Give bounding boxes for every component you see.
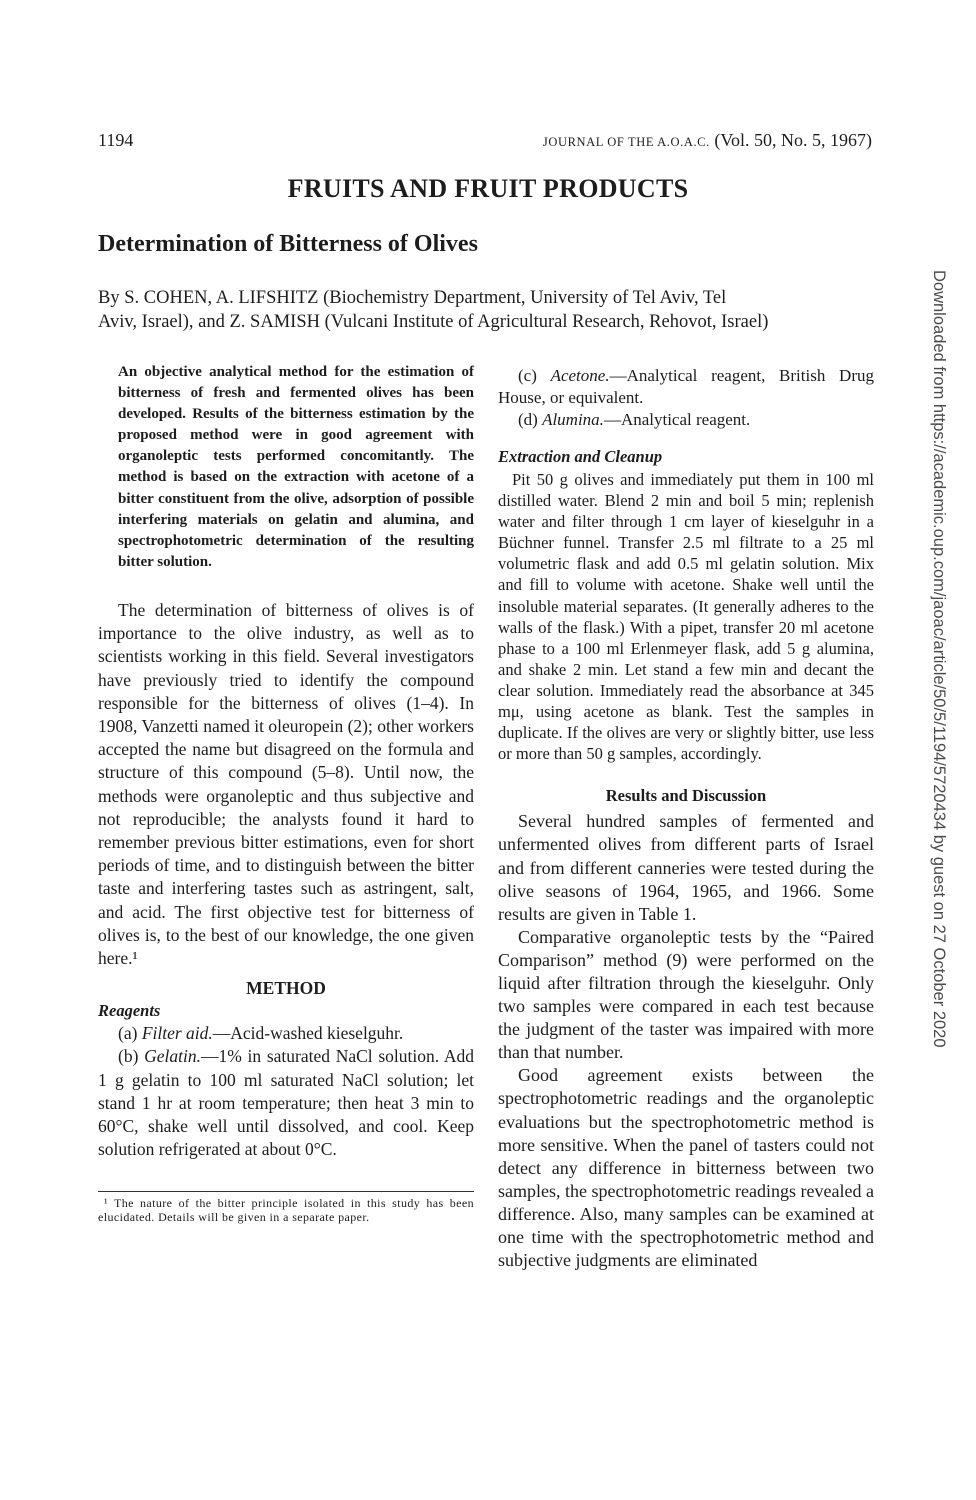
results-paragraph-1: Several hundred samples of fermented and unfermented olives from different parts of Israel and from different canneries were tested during the olive seasons of 1964, 1965, and 1966. Some results are given in Table 1. (498, 811, 874, 924)
extraction-text: Pit 50 g olives and immediately put them in 100 ml distilled water. Blend 2 min and boil 5 min; replenish water and filter through 1 cm layer of kieselguhr in a Büchner funnel. Transfer 2.5 ml filtrate to a 25 ml volumetric flask and add 0.5 ml gelatin solution. Mix and fill to volume with acetone. Shake well until the insoluble material separates. (It generally adheres to the walls of the flask.) With a pipet, transfer 20 ml acetone phase to a 100 ml Erlenmeyer flask, add 5 g alumina, and shake 2 min. Let stand a few min and decant the clear solution. Immediately read the absorbance at 345 mμ, using acetone as blank. Test the samples in duplicate. If the olives are very or slightly bitter, use less or more than 50 g samples, accordingly. (498, 470, 874, 764)
results-heading: Results and Discussion (605, 786, 767, 806)
left-column (98, 362, 474, 1224)
authors (98, 286, 874, 334)
introduction: The determination of bitterness of olives is of importance to the olive industry, as well as to scientists working in this field. Several investigators have previously tried to identify the compound responsible for the bitterness of olives (1–4). In 1908, Vanzetti named it oleuropein (2); other workers accepted the name but disagreed on the formula and structure of this compound (5–8). Until now, the methods were organoleptic and thus subjective and not reproducible; the analysts found it hard to remember previous bitter estimations, even for short periods of time, and to distinguish between the bitter taste and interfering tastes such as astringent, salt, and acid. The first objective test for bitterness of olives is, to the best of our knowledge, the one given here.¹ (98, 599, 474, 968)
right-column (498, 365, 874, 1272)
section-title: FRUITS AND FRUIT PRODUCTS (287, 174, 689, 203)
results-paragraph-2: Comparative organoleptic tests by the “Paired Comparison” method (9) were performed on the liquid after filtration through the kieselguhr. Only two samples were compared in each test because the judgment of the taster was impaired with more than that number. (498, 926, 874, 1063)
article-title: Determination of Bitterness of Olives (98, 231, 478, 257)
volume-info: (Vol. 50, No. 5, 1967) (714, 130, 872, 150)
reagents-heading: Reagents (98, 1001, 161, 1021)
reagent-d: (d) Alumina.—Analytical reagent. (518, 410, 751, 429)
authors-line-2: Aviv, Israel), and Z. SAMISH (Vulcani Institute of Agricultural Research, Rehovot, Israel) (98, 312, 769, 332)
reagent-a: (a) Filter aid.—Acid-washed kieselguhr. (118, 1023, 404, 1044)
running-head (543, 130, 872, 151)
abstract: An objective analytical method for the estimation of bitterness of fresh and fermented olives has been developed. Results of the bitterness estimation by the proposed method were in good agreement with organoleptic tests performed concomitantly. The method is based on the extraction with acetone of a bitter constituent from the olive, adsorption of possible interfering materials on gelatin and alumina, and spectrophotometric determination of the resulting bitter solution. (118, 364, 474, 570)
authors-line-1: By S. COHEN, A. LIFSHITZ (Biochemistry Department, University of Tel Aviv, Tel (98, 288, 727, 308)
journal-name: JOURNAL OF THE A.O.A.C. (542, 135, 710, 149)
download-banner: Downloaded from https://academic.oup.com/jaoac/article/50/5/1194/5720434 by guest on 27 October 2020 (930, 270, 948, 1048)
results-paragraph-3: Good agreement exists between the spectrophotometric readings and the organoleptic evaluations but the spectrophotometric method is more sensitive. When the panel of tasters could not detect any difference in bitterness between two samples, the spectrophotometric readings revealed a difference. Also, many samples can be examined at one time with the spectrophotometric method and subjective judgments are eliminated (498, 1065, 874, 1271)
method-heading: METHOD (246, 978, 326, 999)
page-number: 1194 (98, 130, 134, 150)
reagent-c: (c) Acetone.—Analytical reagent, British Drug House, or equivalent. (498, 366, 874, 407)
extraction-heading: Extraction and Cleanup (498, 447, 663, 466)
footnote-rule (98, 1191, 474, 1192)
reagent-b: (b) Gelatin.—1% in saturated NaCl solution. Add 1 g gelatin to 100 ml saturated NaCl solution; let stand 1 hr at room temperature; then heat 3 min to 60°C, shake well until dissolved, and cool. Keep solution refrigerated at about 0°C. (98, 1046, 474, 1160)
footnote: ¹ The nature of the bitter principle isolated in this study has been elucidated. Details will be given in a separate paper. (98, 1196, 474, 1225)
